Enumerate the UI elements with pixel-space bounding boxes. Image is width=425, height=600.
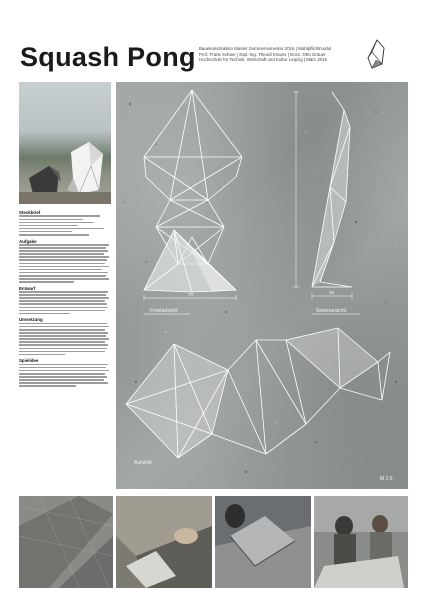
- header-info: [199, 46, 359, 63]
- front-view-base: [144, 230, 236, 292]
- info-line: Hochschule für Technik, Wirtschaft und Kultur Leipzig | März 2016: [199, 57, 327, 63]
- info-line: Prof. Frank Schaer | Dipl.-Ing. Theodl Krauss | M.Sc. Otto Grauer: [199, 51, 326, 57]
- side-view-label: Seitenansicht: [316, 308, 347, 314]
- front-view: [144, 90, 242, 264]
- text-column: [19, 210, 111, 390]
- photo-folding: [116, 496, 212, 588]
- photo-strip: [19, 496, 408, 588]
- side-view: [312, 92, 352, 287]
- front-view-label: Frontansicht: [150, 308, 178, 314]
- section-entwurf: [19, 286, 111, 315]
- section-heading: Entwurf: [19, 285, 36, 291]
- front-dimension-label: 70: [188, 292, 194, 297]
- info-line: Bauekonstruktion Master Sommersemester 2016 | Wahlpflichtmodul: [199, 46, 332, 51]
- scale-label: M 1:5: [380, 476, 393, 482]
- section-heading: Umsetzung: [19, 317, 43, 323]
- section-umsetzung: [19, 317, 111, 355]
- page-title: Squash Pong: [20, 42, 196, 72]
- section-heading: Aufgabe: [19, 238, 37, 244]
- concrete-drawing-panel: [116, 82, 408, 489]
- photo-material: [19, 496, 113, 588]
- photo-assembly: [215, 496, 311, 588]
- section-spielidee: [19, 358, 111, 387]
- section-heading: Steckbrief: [19, 210, 41, 215]
- top-view: [126, 328, 390, 458]
- side-dimension-label: 25: [329, 290, 335, 295]
- section-aufgabe: [19, 239, 111, 283]
- side-height-dimension: [293, 92, 299, 287]
- sculpture-photo: [19, 82, 111, 204]
- logo-icon: [362, 38, 392, 72]
- top-view-label: Aufsicht: [134, 460, 152, 466]
- section-heading: Spielidee: [19, 358, 39, 364]
- section-steckbrief: [19, 210, 111, 236]
- photo-workshop: [314, 496, 408, 588]
